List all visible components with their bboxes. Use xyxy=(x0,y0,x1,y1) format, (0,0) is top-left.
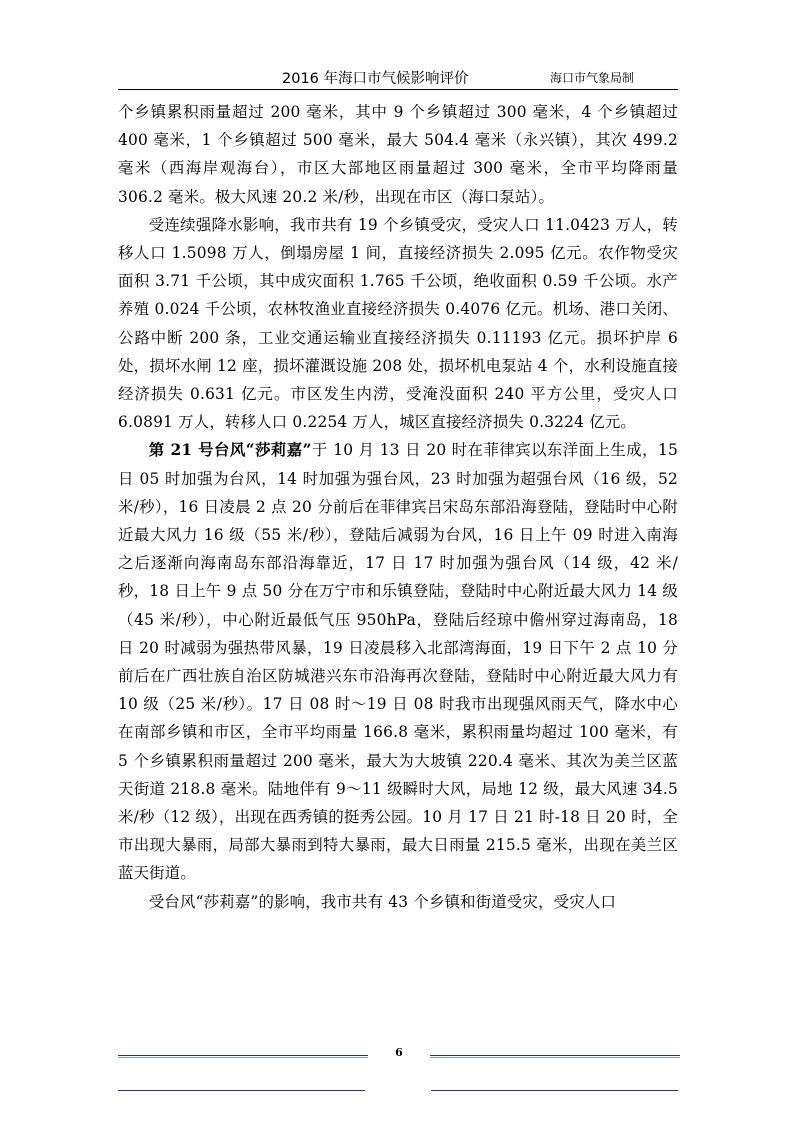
paragraph-text: 于 10 月 13 日 20 时在菲律宾以东洋面上生成，15 日 05 时加强为台风，14 时加强为强台风，23 时加强为超强台风（16 级，52 米/秒），16 日凌晨 2 点 20 分前后在菲律宾吕宋岛东部沿海登陆，登陆时中心附近最大风力 16 级（55 米/秒），登陆后减弱为台风，16 日上午 09 时进入南海之后逐渐向海南岛东部沿海靠近，17 日 17 时加强为强台风（14 级，42 米/秒，18 日上午 9 点 50 分在万宁市和乐镇登陆，登陆时中心附近最大风力 14 级（45 米/秒），中心附近最低气压 950hPa，登陆后经琼中儋州穿过海南岛，18 日 20 时减弱为强热带风暴，19 日凌晨移入北部湾海面，19 日下午 2 点 10 分前后在广西壮族自治区防城港兴东市沿海再次登陆，登陆时中心附近最大风力有 10 级（25 米/秒）。17 日 08 时～19 日 08 时我市出现强风雨天气，降水中心在南部乡镇和市区，全市平均雨量 166.8 毫米，累积雨量均超过 100 毫米，有 5 个乡镇累积雨量超过 200 毫米，最大为大坡镇 220.4 毫米、其次为美兰区蓝天街道 218.8 毫米。陆地伴有 9～11 级瞬时大风，局地 12 级，最大风速 34.5 米/秒（12 级），出现在西秀镇的挺秀公园。10 月 17 日 21 时-18 日 20 时，全市出现大暴雨，局部大暴雨到特大暴雨，最大日雨量 215.5 毫米，出现在美兰区蓝天街道。 xyxy=(118,441,678,883)
paragraph-typhoon-impact xyxy=(118,888,678,916)
paragraph-text: 受连续强降水影响，我市共有 19 个乡镇受灾，受灾人口 11.0423 万人，转移人口 1.5098 万人，倒塌房屋 1 间，直接经济损失 2.095 亿元。农作物受灾面积 3.71 千公顷，其中成灾面积 1.765 千公顷，绝收面积 0.59 千公顷。水产养殖 0.024 千公顷，农林牧渔业直接经济损失 0.4076 亿元。机场、港口关闭、公路中断 200 条，工业交通运输业直接经济损失 0.11193 亿元。损坏护岸 6 处，损坏水闸 12 座，损坏灌溉设施 208 处，损坏机电泵站 4 个，水利设施直接经济损失 0.631 亿元。市区发生内涝，受淹没面积 240 平方公里，受灾人口 6.0891 万人，转移人口 0.2254 万人，城区直接经济损失 0.3224 亿元。 xyxy=(118,215,678,432)
header-title: 2016 年海口市气候影响评价 xyxy=(282,71,469,87)
footer-rule-bottom-left xyxy=(118,1090,365,1091)
paragraph-rainfall-summary xyxy=(118,98,678,211)
footer-rule-bottom-right xyxy=(431,1090,678,1091)
paragraph-typhoon-sarika xyxy=(118,436,678,887)
paragraph-disaster-losses xyxy=(118,211,678,437)
page-header xyxy=(118,62,678,90)
footer-rule-top-left-shadow xyxy=(118,1057,368,1058)
footer-rule-top-right-shadow xyxy=(430,1057,680,1058)
page-footer xyxy=(118,1040,678,1100)
page-number: 6 xyxy=(395,1046,403,1059)
paragraph-text: 个乡镇累积雨量超过 200 毫米，其中 9 个乡镇超过 300 毫米，4 个乡镇超过 400 毫米，1 个乡镇超过 500 毫米，最大 504.4 毫米（永兴镇），其次 499.2 毫米（西海岸观海台），市区大部地区雨量超过 300 毫米，全市平均降雨量 306.2 毫米。极大风速 20.2 米/秒，出现在市区（海口泵站）。 xyxy=(118,103,678,206)
paragraph-text: 受台风“莎莉嘉”的影响，我市共有 43 个乡镇和街道受灾，受灾人口 xyxy=(148,892,617,911)
typhoon-heading: 第 21 号台风“莎莉嘉” xyxy=(148,441,312,460)
footer-rule-top-left xyxy=(118,1055,368,1056)
header-organization: 海口市气象局制 xyxy=(550,71,635,85)
footer-rule-top-right xyxy=(430,1055,680,1056)
body-text xyxy=(118,98,678,916)
header-rule xyxy=(118,89,678,90)
